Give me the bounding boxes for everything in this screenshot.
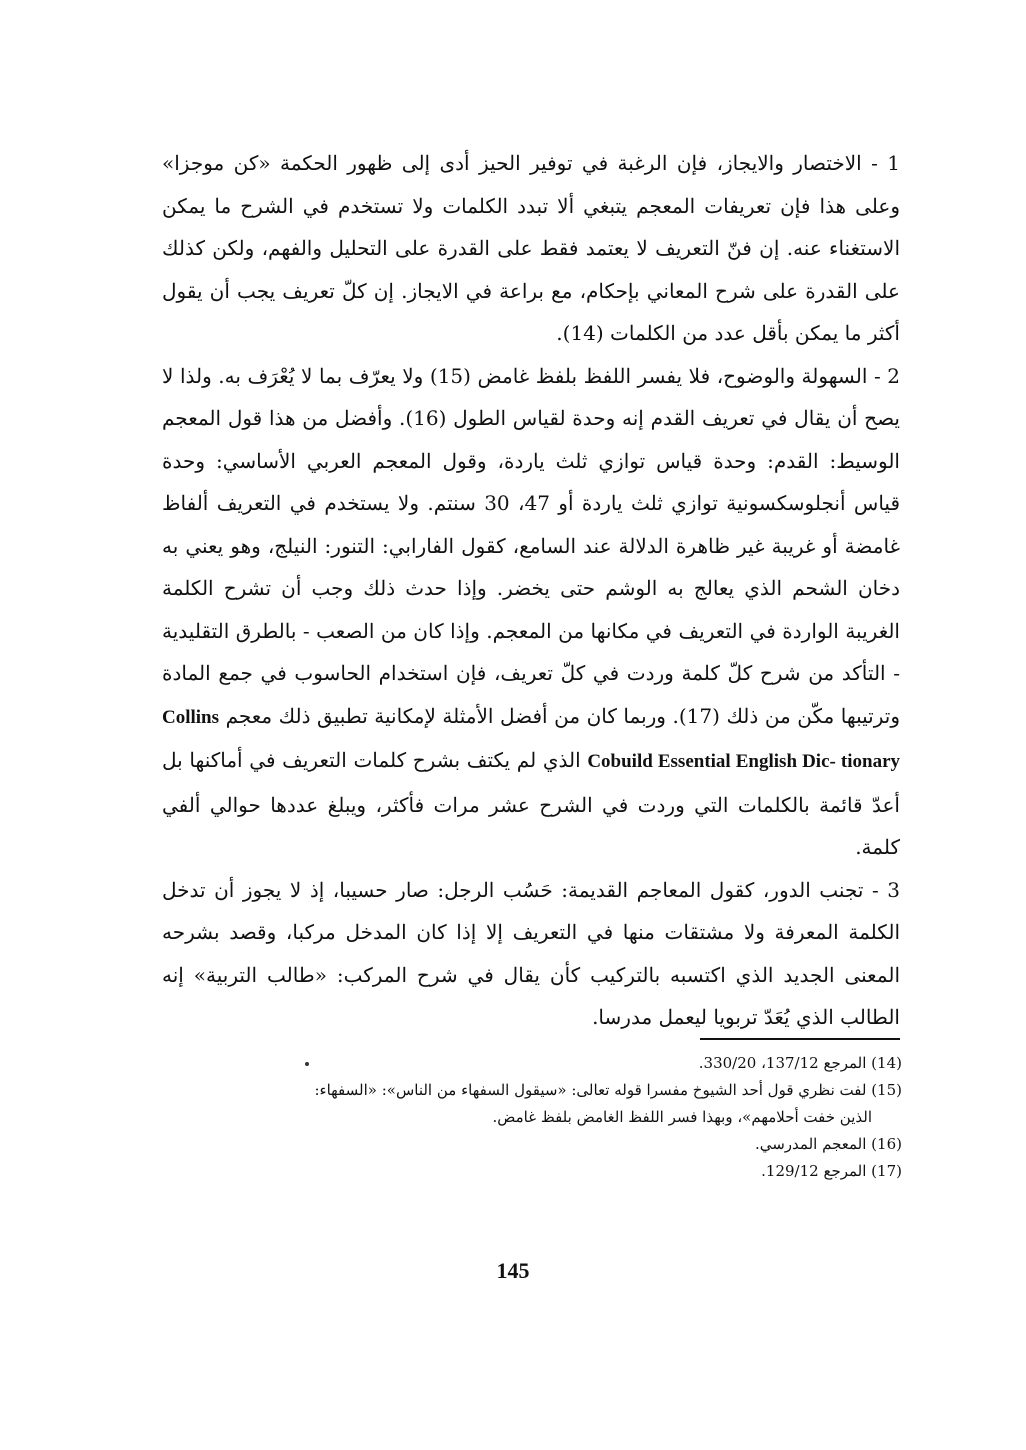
footnote-17-text: (17) المرجع 129/12. <box>761 1162 902 1180</box>
page-number: 145 <box>496 1258 530 1283</box>
paragraph-3-text: 3 - تجنب الدور، كقول المعاجم القديمة: حَسُب الرجل: صار حسيبا، إذ لا يجوز أن تدخل الكلمة المعرفة ولا مشتقات منها في التعريف إلا إذا كان المدخل مركبا، وقصد بشرحه المعنى الجديد الذي اكتسبه بالتركيب كأن يقال في شرح المركب: «طالب التربية» إنه الطالب الذي يُعَدّ تربويا ليعمل مدرسا. <box>162 877 900 1029</box>
footnotes <box>180 1050 902 1185</box>
footnote-14 <box>180 1050 902 1076</box>
footnote-divider <box>700 1038 900 1040</box>
footnote-15-continued <box>180 1104 902 1130</box>
dictionary-title-latin: Collins Cobuild Essential English Dic- tionary <box>162 706 900 772</box>
main-text <box>162 142 900 1039</box>
footnote-14-text: (14) المرجع 137/12، 330/20. <box>698 1054 902 1072</box>
paragraph-1-text: 1 - الاختصار والايجاز، فإن الرغبة في توفير الحيز أدى إلى ظهور الحكمة «كن موجزا» وعلى هذا فإن تعريفات المعجم يتبغي ألا تبدد الكلمات ولا تستخدم في الشرح ما يمكن الاستغناء عنه. إن فنّ التعريف لا يعتمد فقط على القدرة على التحليل والفهم، ولكن كذلك على القدرة على شرح المعاني بإحكام، مع براعة في الايجاز. إن كلّ تعريف يجب أن يقول أكثر ما يمكن بأقل عدد من الكلمات (14). <box>162 151 900 345</box>
footnote-16-text: (16) المعجم المدرسي. <box>754 1135 902 1153</box>
footnote-15-continued-text: الذين خفت أحلامهم»، وبهذا فسر اللفظ الغامض بلفظ غامض. <box>492 1108 872 1126</box>
footnote-17 <box>180 1158 902 1184</box>
paragraph-2-text-continued: الذي لم يكتف بشرح كلمات التعريف في أماكنها بل أعدّ قائمة بالكلمات التي وردت في الشرح عشر مرات فأكثر، ويبلغ عددها حوالي ألفي كلمة. <box>162 748 900 859</box>
paragraph-1 <box>162 142 900 355</box>
footnote-16 <box>180 1131 902 1157</box>
footnote-15 <box>180 1077 902 1103</box>
footnote-15-text: (15) لفت نظري قول أحد الشيوخ مفسرا قوله تعالى: «سيقول السفهاء من الناس»: «السفهاء: <box>314 1081 902 1099</box>
paragraph-2-text: 2 - السهولة والوضوح، فلا يفسر اللفظ بلفظ غامض (15) ولا يعرّف بما لا يُعْرَف به. ولذا لا يصح أن يقال في تعريف القدم إنه وحدة لقياس الطول (16). وأفضل من هذا قول المعجم الوسيط: القدم: وحدة قياس توازي ثلث ياردة، وقول المعجم العربي الأساسي: وحدة قياس أنجلوسكسونية توازي ثلث ياردة أو 47، 30 سنتم. ولا يستخدم في التعريف ألفاظ غامضة أو غريبة غير ظاهرة الدلالة عند السامع، كقول الفارابي: التنور: النيلج، وهو يعني به دخان الشحم الذي يعالج به الوشم حتى يخضر. وإذا حدث ذلك وجب أن تشرح الكلمة الغريبة الواردة في التعريف في مكانها من المعجم. وإذا كان من الصعب - بالطرق التقليدية - التأكد من شرح كلّ كلمة وردت في كلّ تعريف، فإن استخدام الحاسوب في جمع المادة وترتيبها مكّن من ذلك (17). وربما كان من أفضل الأمثلة لإمكانية تطبيق ذلك معجم <box>162 363 901 728</box>
paragraph-2 <box>162 355 900 869</box>
paragraph-3 <box>162 869 900 1039</box>
